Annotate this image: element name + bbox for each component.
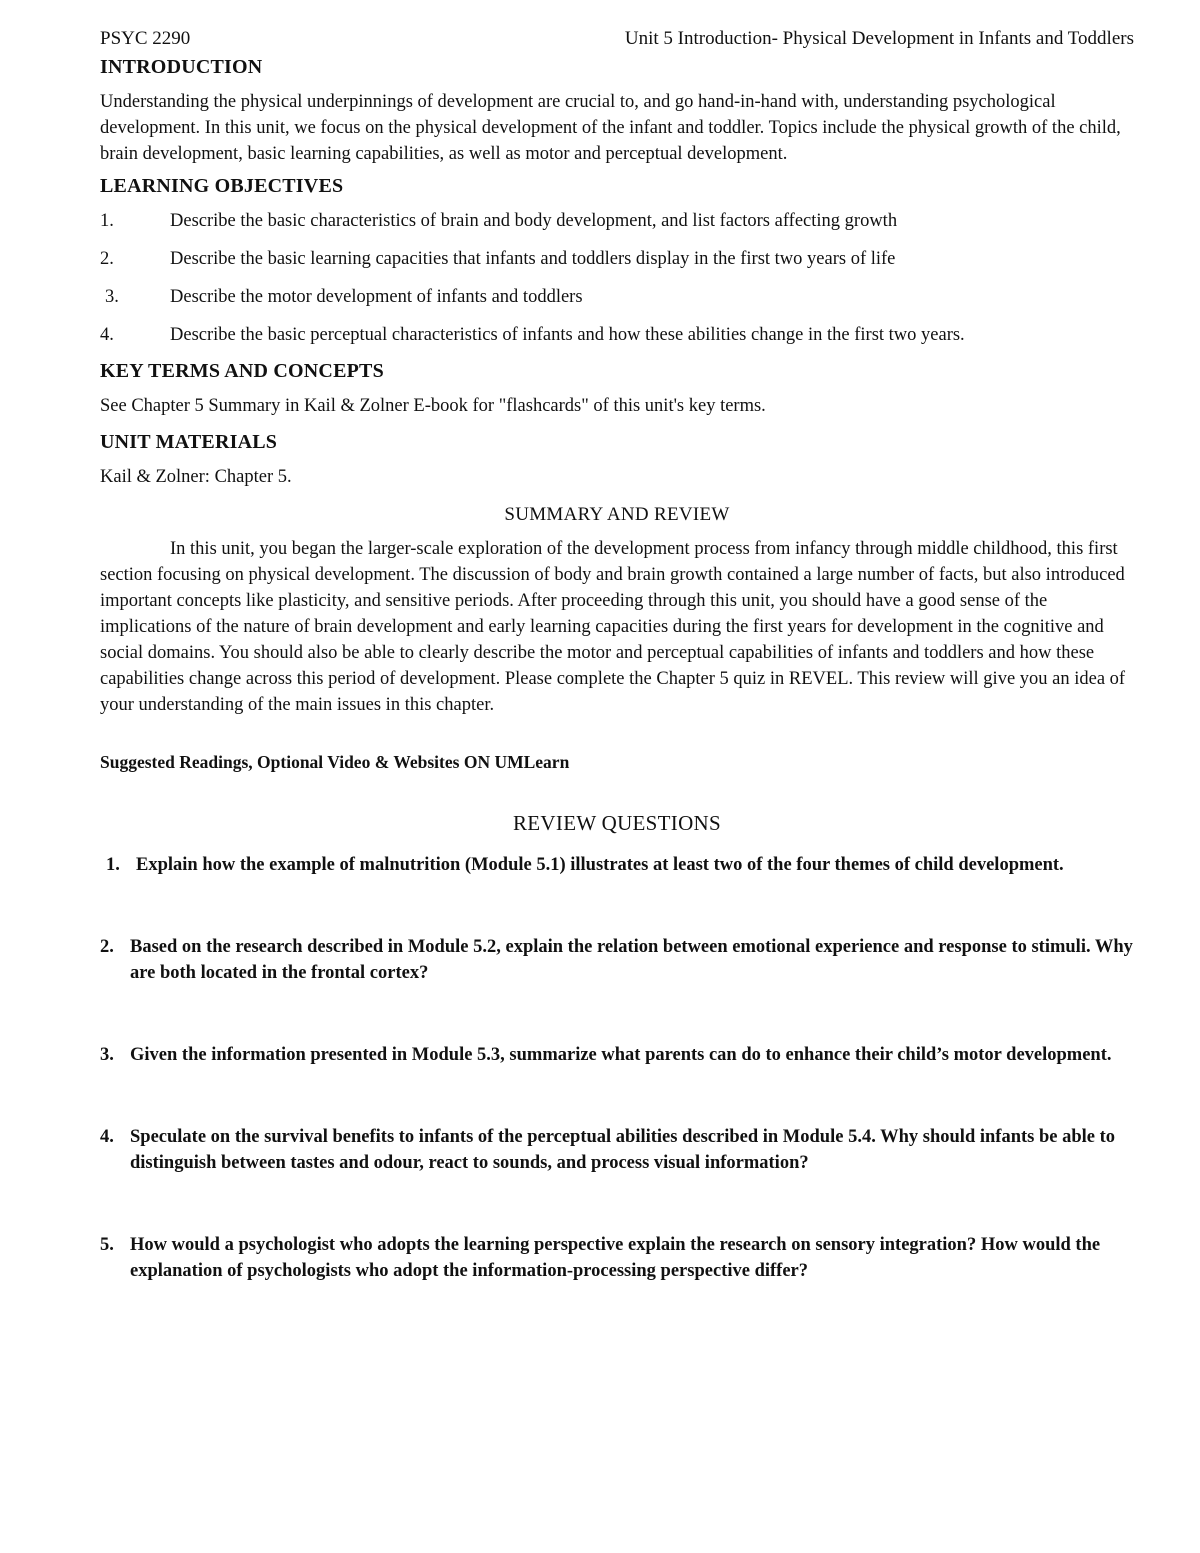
objective-number: 2. bbox=[100, 249, 114, 269]
review-question bbox=[100, 1042, 1134, 1068]
question-number: 5. bbox=[100, 1235, 114, 1255]
objective-text: Describe the basic characteristics of brain and body development, and list factors affecting growth bbox=[170, 211, 898, 231]
objectives-list bbox=[100, 208, 1134, 348]
objective-item bbox=[100, 322, 1134, 348]
objective-item bbox=[100, 246, 1134, 272]
document-page bbox=[100, 28, 1134, 1284]
question-number: 1. bbox=[106, 855, 120, 875]
objective-number: 3. bbox=[105, 287, 119, 307]
summary-heading: SUMMARY AND REVIEW bbox=[504, 504, 730, 525]
unit-materials-heading: UNIT MATERIALS bbox=[100, 431, 278, 453]
question-text: How would a psychologist who adopts the learning perspective explain the research on sensory integration? How would the explanation of psychologists who adopt the information-processing perspective differ? bbox=[130, 1235, 1101, 1281]
question-number: 4. bbox=[100, 1127, 114, 1147]
review-question bbox=[100, 934, 1134, 986]
objectives-heading: LEARNING OBJECTIVES bbox=[100, 175, 344, 197]
objective-number: 4. bbox=[100, 325, 114, 345]
question-number: 2. bbox=[100, 937, 114, 957]
suggested-readings-link: Suggested Readings, Optional Video & Websites ON UMLearn bbox=[100, 752, 570, 772]
objective-item bbox=[100, 284, 1134, 310]
summary-text: In this unit, you began the larger-scale exploration of the development process from infancy through middle childhood, this first section focusing on physical development. The discussion of body and brain growth contained a large number of facts, but also introduced important concepts like plasticity, and sensitive periods. After proceeding through this unit, you should have a good sense of the implications of the nature of brain development and early learning capacities during the first years for development in the cognitive and social domains. You should also be able to clearly describe the motor and perceptual capabilities of infants and toddlers and how these capabilities change across this period of development. Please complete the Chapter 5 quiz in REVEL. This review will give you an idea of your understanding of the main issues in this chapter. bbox=[100, 539, 1126, 715]
page-header bbox=[100, 28, 1134, 54]
objective-text: Describe the basic perceptual characteristics of infants and how these abilities change in the first two years. bbox=[170, 325, 965, 345]
introduction-text: Understanding the physical underpinnings of development are crucial to, and go hand-in-hand with, understanding psychological development. In this unit, we focus on the physical development of the infant and toddler. Topics include the physical growth of the child, brain development, basic learning capabilities, as well as motor and perceptual development. bbox=[100, 92, 1121, 164]
review-questions-heading: REVIEW QUESTIONS bbox=[513, 811, 721, 835]
review-questions-list bbox=[100, 852, 1134, 1284]
unit-title: Unit 5 Introduction- Physical Development in Infants and Toddlers bbox=[624, 28, 1134, 49]
key-terms-text: See Chapter 5 Summary in Kail & Zolner E-book for "flashcards" of this unit's key terms. bbox=[100, 396, 766, 416]
introduction-heading: INTRODUCTION bbox=[100, 56, 263, 78]
review-question bbox=[100, 852, 1134, 878]
key-terms-heading: KEY TERMS AND CONCEPTS bbox=[100, 360, 384, 382]
objective-item bbox=[100, 208, 1134, 234]
question-text: Explain how the example of malnutrition (Module 5.1) illustrates at least two of the four themes of child development. bbox=[136, 855, 1064, 875]
question-text: Based on the research described in Module 5.2, explain the relation between emotional experience and response to stimuli. Why are both located in the frontal cortex? bbox=[130, 937, 1133, 983]
unit-materials-text: Kail & Zolner: Chapter 5. bbox=[100, 467, 292, 487]
objective-text: Describe the basic learning capacities that infants and toddlers display in the first two years of life bbox=[170, 249, 896, 269]
question-text: Speculate on the survival benefits to infants of the perceptual abilities described in Module 5.4. Why should infants be able to distinguish between tastes and odour, react to sounds, and process visual information? bbox=[130, 1127, 1116, 1173]
objective-number: 1. bbox=[100, 211, 114, 231]
question-number: 3. bbox=[100, 1045, 114, 1065]
review-question bbox=[100, 1232, 1134, 1284]
review-question bbox=[100, 1124, 1134, 1176]
course-code: PSYC 2290 bbox=[100, 28, 191, 49]
question-text: Given the information presented in Module 5.3, summarize what parents can do to enhance their child’s motor development. bbox=[130, 1045, 1112, 1065]
objective-text: Describe the motor development of infants and toddlers bbox=[170, 287, 583, 307]
